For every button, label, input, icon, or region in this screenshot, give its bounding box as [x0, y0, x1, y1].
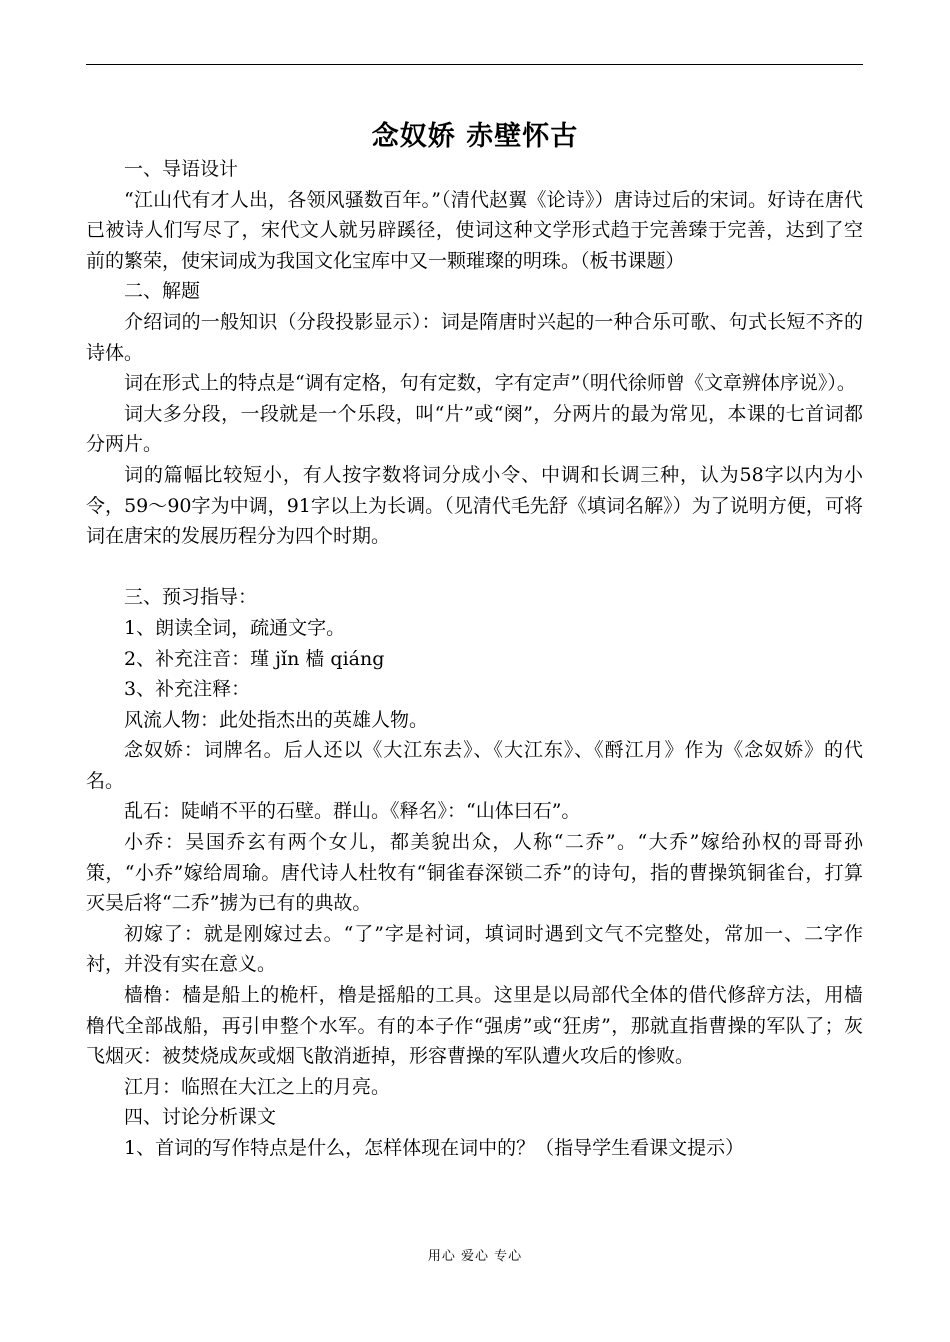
- annotation: 初嫁了：就是刚嫁过去。“了”字是衬词，填词时遇到文气不完整处，常加一、二字作衬，并没有实在意义。: [86, 922, 863, 976]
- annotation: 乱石：陡峭不平的石壁。群山。《释名》：“山体曰石”。: [124, 800, 581, 823]
- blank-line: [86, 552, 863, 583]
- annotation: 风流人物：此处指杰出的英雄人物。: [124, 708, 429, 731]
- list-item: 1、首词的写作特点是什么，怎样体现在词中的？（指导学生看课文提示）: [124, 1137, 745, 1159]
- section-heading-discussion: 四、讨论分析课文: [124, 1106, 277, 1129]
- header-rule: [86, 64, 863, 65]
- list-item: 2、补充注音：瑾 jǐn 樯 qiáng: [124, 647, 385, 670]
- paragraph: 介绍词的一般知识（分段投影显示）：词是隋唐时兴起的一种合乐可歌、句式长短不齐的诗体。: [86, 310, 863, 364]
- paragraph: 词的篇幅比较短小，有人按字数将词分成小令、中调和长调三种，认为58字以内为小令，59～90字为中调，91字以上为长调。（见清代毛先舒《填词名解》）为了说明方便，可将词在唐宋的发展历程分为四个时期。: [86, 463, 863, 548]
- document-title: 念奴娇 赤壁怀古: [371, 121, 579, 152]
- annotation: 小乔：吴国乔玄有两个女儿，都美貌出众，人称“二乔”。“大乔”嫁给孙权的哥哥孙策，“小乔”嫁给周瑜。唐代诗人杜牧有“铜雀春深锁二乔”的诗句，指的曹操筑铜雀台，打算灭吴后将“二乔”掳为已有的典故。: [86, 831, 863, 915]
- list-item: 3、补充注释：: [124, 678, 251, 701]
- page-footer: 用心 爱心 专心: [427, 1249, 523, 1264]
- paragraph: 词在形式上的特点是“调有定格，句有定数，字有定声”（明代徐师曾《文章辨体序说》）。: [124, 372, 856, 395]
- list-item: 1、朗读全词，疏通文字。: [124, 616, 346, 639]
- annotation: 念奴娇：词牌名。后人还以《大江东去》、《大江东》、《酹江月》作为《念奴娇》的代名。: [86, 739, 863, 792]
- paragraph: 词大多分段，一段就是一个乐段，叫“片”或“阕”，分两片的最为常见，本课的七首词都分两片。: [86, 402, 863, 456]
- section-heading-preview: 三、预习指导：: [124, 586, 258, 609]
- document-body: [86, 154, 863, 1164]
- annotation: 樯橹：樯是船上的桅杆，橹是摇船的工具。这里是以局部代全体的借代修辞方法，用樯橹代全部战船，再引申整个水军。有的本子作“强虏”或“狂虏”，那就直指曹操的军队了；灰飞烟灭：被焚烧成灰或烟飞散消逝掉，形容曹操的军队遭火攻后的惨败。: [86, 984, 863, 1068]
- annotation: 江月：临照在大江之上的月亮。: [124, 1075, 391, 1098]
- section-heading-intro: 一、导语设计: [124, 158, 239, 180]
- paragraph: “江山代有才人出，各领风骚数百年。”（清代赵翼《论诗》）唐诗过后的宋词。好诗在唐代已被诗人们写尽了，宋代文人就另辟蹊径，使词这种文学形式趋于完善臻于完善，达到了空前的繁荣，使宋词成为我国文化宝库中又一颗璀璨的明珠。（板书课题）: [86, 188, 863, 272]
- section-heading-topic: 二、解题: [124, 280, 201, 303]
